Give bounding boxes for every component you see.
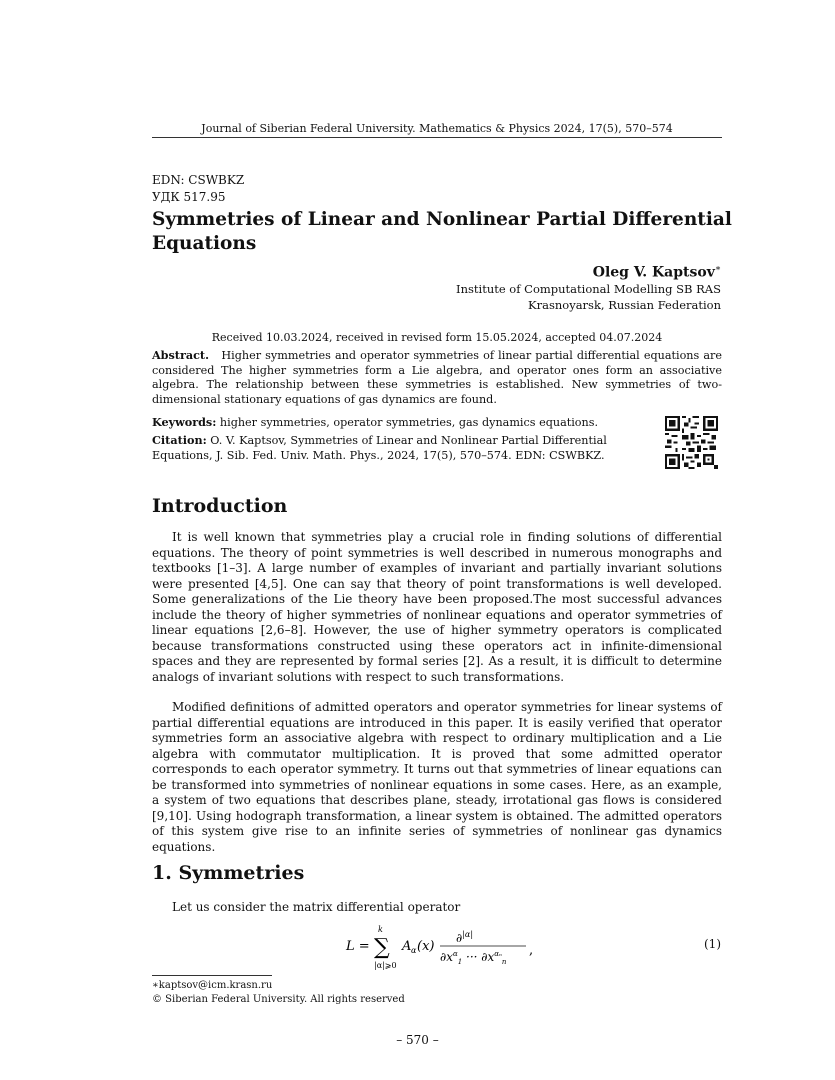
footnote-copyright: © Siberian Federal University. All rights reserved bbox=[152, 994, 405, 1005]
citation bbox=[152, 433, 622, 463]
fraction-numerator: ∂$^{|\alpha|}$ bbox=[456, 930, 474, 945]
coefficient-subscript: α bbox=[411, 946, 417, 955]
coefficient-a: A bbox=[402, 939, 412, 954]
paper-title: Symmetries of Linear and Nonlinear Partial Differential Equations bbox=[152, 209, 732, 254]
received-dates: Received 10.03.2024, received in revised form 15.05.2024, accepted 04.07.2024 bbox=[211, 331, 663, 344]
introduction-heading: Introduction bbox=[152, 495, 288, 517]
affiliation-institute: Institute of Computational Modelling SB RAS bbox=[456, 282, 721, 296]
affiliation-location: Krasnoyarsk, Russian Federation bbox=[528, 298, 721, 312]
edn-line: EDN: CSWBKZ bbox=[152, 173, 245, 187]
abstract-text: Higher symmetries and operator symmetries of linear partial differential equations are considered The higher symmetries form a Lie algebra, and operator ones form an associative algebra. The relationship between these symmetries is established. New symmetries of two-dimensional stationary equations of gas dynamics are found. bbox=[152, 349, 723, 406]
keywords-text: higher symmetries, operator symmetries, gas dynamics equations. bbox=[219, 416, 599, 429]
introduction-paragraph-1: It is well known that symmetries play a crucial role in finding solutions of differential equations. The theory of point symmetries is well described in numerous monographs and textbooks [1–3]. A large number of examples of invariant and partially invariant solutions were presented [4,5]. One can say that theory of point transformations is well developed. Some generalizations of the Lie theory have been proposed.The most successful advances include the theory of higher symmetries of nonlinear equations and operator symmetries of linear equations [2,6–8]. However, the use of higher symmetry operators is complicated because transformations constructed using these operators act in infinite-dimensional spaces and they are represented by formal series [2]. As a result, it is difficult to determine analogs of invariant solutions with respect to such transformations. bbox=[152, 530, 722, 684]
footnote-rule bbox=[152, 975, 272, 976]
equation-1 bbox=[340, 924, 730, 972]
citation-text: O. V. Kaptsov, Symmetries of Linear and Nonlinear Partial Differential Equations, J. Sib. Fed. Univ. Math. Phys., 2024, 17(5), 570–574. EDN: CSWBKZ. bbox=[152, 434, 607, 462]
abstract bbox=[152, 348, 722, 407]
equation-lhs: L = bbox=[346, 939, 370, 954]
abstract-label: Abstract. bbox=[152, 348, 209, 362]
sum-lower-limit: |α|⩾0 bbox=[374, 961, 397, 970]
author-footnote-mark: ∗ bbox=[714, 264, 721, 274]
page-number: – 570 – bbox=[396, 1033, 439, 1047]
keywords-label: Keywords: bbox=[152, 415, 217, 429]
footnote-email: ∗kaptsov@icm.krasn.ru bbox=[152, 980, 273, 991]
fraction-denominator: $\partial x^\alpha_1$ ··· $\partial x^{\alpha_n}_n$ bbox=[440, 950, 507, 966]
citation-label: Citation: bbox=[152, 433, 207, 447]
author-name-text: Oleg V. Kaptsov bbox=[592, 264, 715, 281]
header-rule bbox=[152, 137, 722, 138]
introduction-paragraph-2: Modified definitions of admitted operators and operator symmetries for linear systems of partial differential equations are introduced in this paper. It is easily verified that operator symmetries form an associative algebra with respect to ordinary multiplication and a Lie algebra with commutator multiplication. It is proved that some admitted operator corresponds to each operator symmetry. It turns out that symmetries of linear equations can be transformed into symmetries of nonlinear equations in some cases. Here, as an example, a system of two equations that describes plane, steady, irrotational gas flows is considered [9,10]. Using hodograph transformation, a linear system is obtained. The admitted operators of this system give rise to an infinite series of symmetries of nonlinear gas dynamics equations. bbox=[152, 700, 722, 854]
udk-line: УДК 517.95 bbox=[152, 190, 226, 204]
sum-upper-limit: k bbox=[378, 925, 383, 934]
section-1-paragraph-1: Let us consider the matrix differential operator bbox=[172, 900, 461, 914]
equation-comma: , bbox=[529, 943, 534, 958]
keywords bbox=[152, 415, 722, 429]
qr-code-icon[interactable] bbox=[665, 416, 718, 469]
coefficient-argument: (x) bbox=[417, 939, 435, 954]
summation-icon: ∑ bbox=[374, 935, 390, 960]
section-1-heading: 1. Symmetries bbox=[152, 862, 305, 884]
journal-header: Journal of Siberian Federal University. Mathematics & Physics 2024, 17(5), 570–574 bbox=[201, 122, 673, 135]
author-name bbox=[593, 264, 721, 281]
equation-number: (1) bbox=[704, 937, 721, 951]
